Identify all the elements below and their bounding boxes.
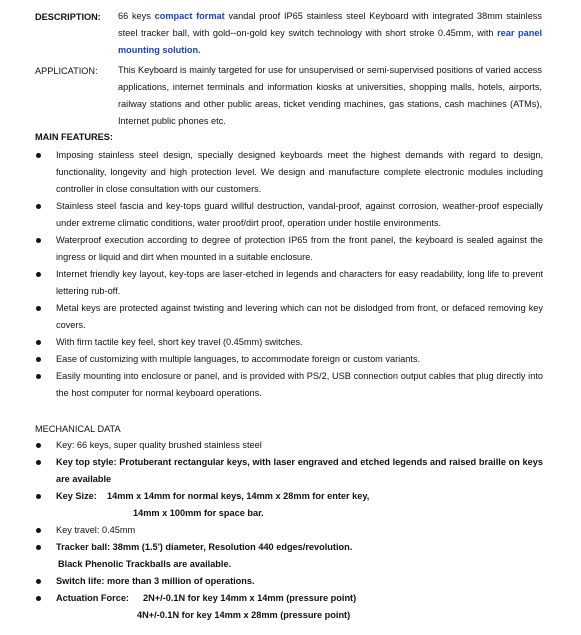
bullet-icon xyxy=(36,272,41,277)
feature-item: Metal keys are protected against twisting and levering which can not be dislodged from front, or defaced removing key covers. xyxy=(56,303,543,330)
application-heading: APPLICATION: xyxy=(35,66,98,76)
bullet-icon xyxy=(36,238,41,243)
description-text xyxy=(118,8,542,59)
application-text xyxy=(118,62,542,130)
description-text-part: 66 keys xyxy=(118,11,155,21)
bullet-icon xyxy=(36,579,41,584)
main-features-heading: MAIN FEATURES: xyxy=(35,132,113,142)
description-text-part: vandal proof IP65 stainless steel Keyboard with integrated 38mm stainless steel tracker ball, with gold--on-gold key switch technology with short stroke 0.45mm, with xyxy=(118,11,542,38)
description-text-part: . xyxy=(198,45,201,55)
bullet-icon xyxy=(36,374,41,379)
feature-item: Stainless steel fascia and key-tops guard willful destruction, vandal-proof, against corrosion, weather-proof especially under extreme climatic conditions, water proof/dirt proof, operation under hostile environments. xyxy=(56,201,543,228)
description-heading: DESCRIPTION: xyxy=(35,12,101,22)
feature-item: Ease of customizing with multiple languages, to accommodate foreign or custom variants. xyxy=(56,354,421,364)
bullet-icon xyxy=(36,204,41,209)
feature-item: With firm tactile key feel, short key travel (0.45mm) switches. xyxy=(56,337,303,347)
mech-trackball: Tracker ball: 38mm (1.5') diameter, Resolution 440 edges/revolution. xyxy=(56,542,353,552)
bullet-icon xyxy=(36,153,41,158)
compact-format-highlight: compact format xyxy=(154,11,225,21)
mechanical-data-heading: MECHANICAL DATA xyxy=(35,424,121,434)
bullet-icon xyxy=(36,443,41,448)
mech-key: Key: 66 keys, super quality brushed stainless steel xyxy=(56,440,262,450)
mech-keysize-2: 14mm x 100mm for space bar. xyxy=(133,508,264,518)
rear-panel-highlight: rear panel mounting solution xyxy=(118,28,543,55)
mech-phenolic: Black Phenolic Trackballs are available. xyxy=(58,559,232,569)
mech-force-1: 2N+/-0.1N for key 14mm x 14mm (pressure point) xyxy=(143,593,357,603)
mech-keytop: Key top style: Protuberant rectangular keys, with laser engraved and etched legends and raised braille on keys are available xyxy=(56,457,543,484)
bullet-icon xyxy=(36,494,41,499)
mech-travel: Key travel: 0.45mm xyxy=(56,525,136,535)
bullet-icon xyxy=(36,340,41,345)
feature-item: Waterproof execution according to degree of protection IP65 from the front panel, the keyboard is sealed against the ingress or liquid and dirt when mounted in a suitable enclosure. xyxy=(56,235,543,262)
bullet-icon xyxy=(36,460,41,465)
feature-item: Internet friendly key layout, key-tops are laser-etched in legends and characters for easy readability, long life to prevent lettering rub-off. xyxy=(56,269,543,296)
bullet-icon xyxy=(36,528,41,533)
mech-force-2: 4N+/-0.1N for key 14mm x 28mm (pressure point) xyxy=(137,610,351,620)
bullet-icon xyxy=(36,596,41,601)
feature-item: Imposing stainless steel design, specially designed keyboards meet the highest demands with regard to design, functionality, longevity and high protection level. We design and manufacture complete electronic modules including controller in close consultation with our customers. xyxy=(56,150,543,194)
bullet-icon xyxy=(36,357,41,362)
feature-item: Easily mounting into enclosure or panel, and is provided with PS/2, USB connection output cables that plug directly into the host computer for normal keyboard operations. xyxy=(56,371,543,398)
bullet-icon xyxy=(36,306,41,311)
mech-force-label: Actuation Force: xyxy=(56,593,129,603)
mech-switchlife: Switch life: more than 3 million of operations. xyxy=(56,576,255,586)
mech-keysize-label: Key Size: xyxy=(56,491,97,501)
bullet-icon xyxy=(36,545,41,550)
mech-keysize-1: 14mm x 14mm for normal keys, 14mm x 28mm for enter key, xyxy=(107,491,370,501)
application-text-body: This Keyboard is mainly targeted for use for unsupervised or semi-supervised positions of varied access applications, internet terminals and information kiosks at universities, shopping malls, hotels, airports, railway stations and other public areas, ticket vending machines, gas stations, cash machines (ATMs), Internet public phones etc. xyxy=(118,65,542,126)
